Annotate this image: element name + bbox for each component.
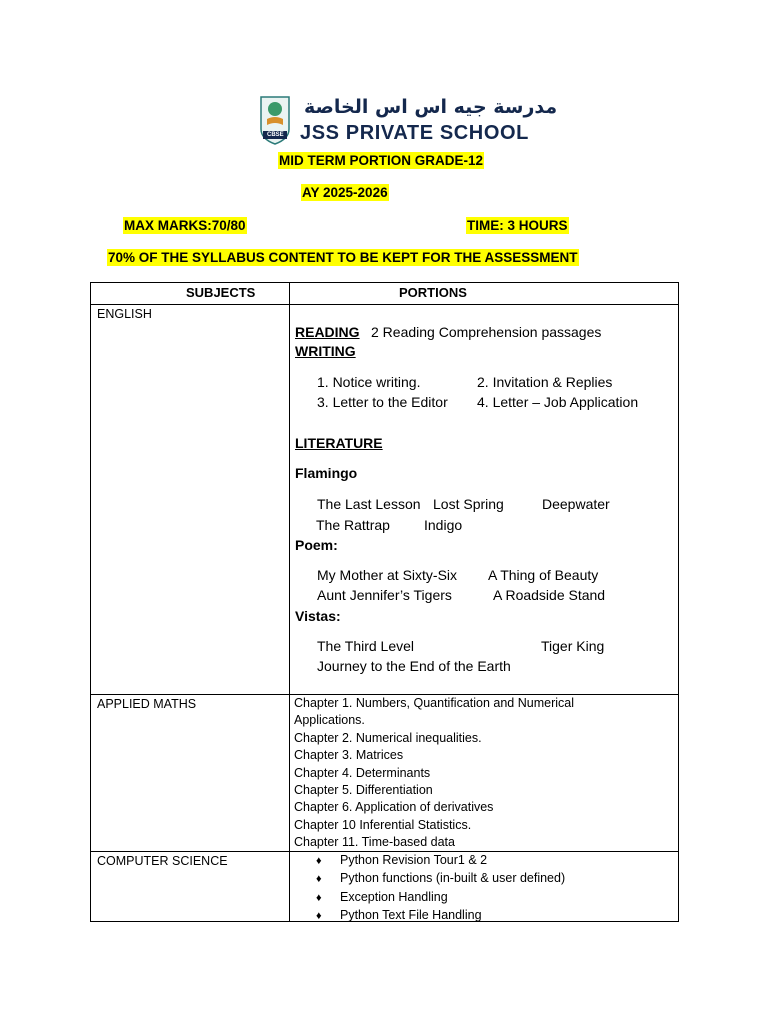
list-item: ♦ Python Text File Handling xyxy=(316,907,565,925)
academic-year: AY 2025-2026 xyxy=(302,185,388,200)
document-title: MID TERM PORTION GRADE-12 xyxy=(279,153,484,168)
flamingo-label: Flamingo xyxy=(295,465,358,481)
diamond-bullet-icon: ♦ xyxy=(316,873,322,886)
maths-chapter: Chapter 1. Numbers, Quantification and Numerical xyxy=(294,696,574,710)
maths-chapter: Chapter 10 Inferential Statistics. xyxy=(294,817,472,832)
maths-chapter: Chapter 2. Numerical inequalities. xyxy=(294,730,482,745)
literature-label: LITERATURE xyxy=(295,435,383,451)
header-row-divider xyxy=(91,304,678,305)
header-subjects: SUBJECTS xyxy=(186,285,256,300)
subject-english: ENGLISH xyxy=(97,307,152,321)
diamond-bullet-icon: ♦ xyxy=(316,855,322,867)
poem-item: A Thing of Beauty xyxy=(488,567,599,583)
poem-label: Poem: xyxy=(295,537,338,553)
writing-item: 1. Notice writing. xyxy=(317,374,421,390)
column-divider xyxy=(289,283,290,921)
vistas-label: Vistas: xyxy=(295,608,341,624)
exam-time: TIME: 3 HOURS xyxy=(467,218,568,233)
flamingo-item: Indigo xyxy=(424,517,463,533)
diamond-bullet-icon: ♦ xyxy=(316,910,322,923)
maths-chapter-list xyxy=(294,695,574,852)
list-item: ♦ Python Revision Tour1 & 2 xyxy=(316,852,565,870)
poem-item: A Roadside Stand xyxy=(493,587,606,603)
maths-chapter: Chapter 6. Application of derivatives xyxy=(294,800,494,815)
poem-item: My Mother at Sixty-Six xyxy=(317,567,458,583)
flamingo-item: Lost Spring xyxy=(433,496,504,512)
syllabus-note: 70% OF THE SYLLABUS CONTENT TO BE KEPT FOR THE ASSESSMENT xyxy=(108,250,578,265)
seal-text: CBSE xyxy=(267,132,284,138)
writing-item: 4. Letter – Job Application xyxy=(477,394,639,410)
writing-item: 3. Letter to the Editor xyxy=(317,394,448,410)
poem-item: Aunt Jennifer’s Tigers xyxy=(317,587,452,603)
flamingo-item: Deepwater xyxy=(542,496,610,512)
writing-item: 2. Invitation & Replies xyxy=(477,374,613,390)
portion-table xyxy=(90,282,679,922)
reading-text: 2 Reading Comprehension passages xyxy=(371,324,602,340)
header-portions: PORTIONS xyxy=(399,285,467,300)
list-item: ♦ Python functions (in-built & user defined) xyxy=(316,870,565,888)
maths-chapter: Chapter 4. Determinants xyxy=(294,765,431,780)
vistas-item: Tiger King xyxy=(541,638,605,654)
school-english-name: JSS PRIVATE SCHOOL xyxy=(300,122,529,144)
vistas-item: The Third Level xyxy=(317,638,415,654)
vistas-item: Journey to the End of the Earth xyxy=(317,658,511,674)
flamingo-item: The Rattrap xyxy=(316,517,390,533)
maths-chapter: Chapter 11. Time-based data xyxy=(294,835,455,850)
reading-label: READING xyxy=(295,324,360,340)
subject-computer-science: COMPUTER SCIENCE xyxy=(97,854,228,868)
maths-chapter: Chapter 5. Differentiation xyxy=(294,783,433,798)
subject-applied-maths: APPLIED MATHS xyxy=(97,697,197,711)
maths-chapter: Chapter 3. Matrices xyxy=(294,748,404,763)
max-marks: MAX MARKS:70/80 xyxy=(124,218,246,233)
list-item: ♦ Exception Handling xyxy=(316,889,565,907)
school-arabic-name: مدرسة جيه اس اس الخاصة xyxy=(304,96,558,118)
cs-bullet-list xyxy=(316,852,565,926)
diamond-bullet-icon: ♦ xyxy=(316,891,322,904)
maths-chapter: Applications. xyxy=(294,713,365,728)
flamingo-item: The Last Lesson xyxy=(317,496,421,512)
writing-label: WRITING xyxy=(295,343,356,359)
